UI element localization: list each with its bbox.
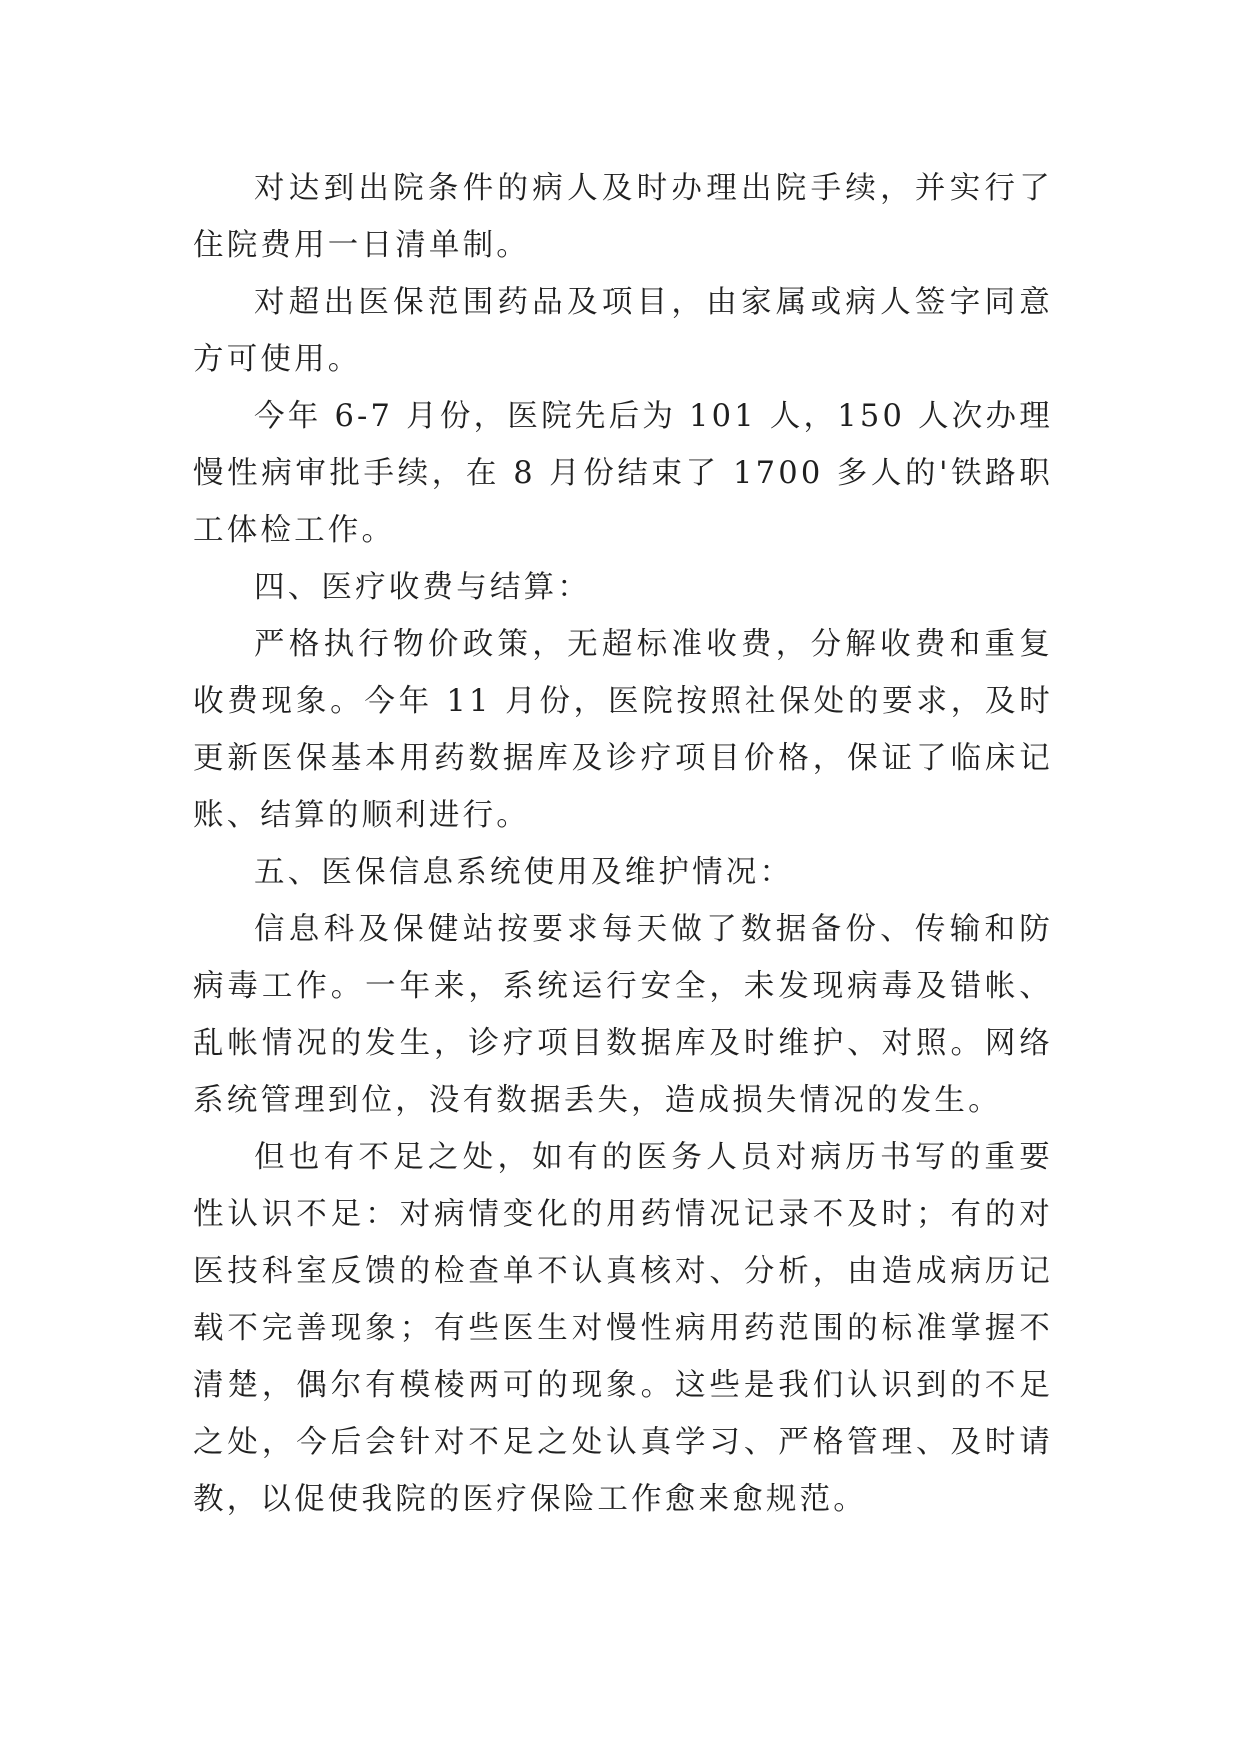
paragraph-fees: 严格执行物价政策，无超标准收费，分解收费和重复收费现象。今年 11 月份，医院按照社保处的要求，及时更新医保基本用药数据库及诊疗项目价格，保证了临床记账、结算的顺利进行。 [193, 627, 1053, 833]
document-body [193, 160, 1053, 1528]
paragraph-info-system: 信息科及保健站按要求每天做了数据备份、传输和防病毒工作。一年来，系统运行安全，未发现病毒及错帐、乱帐情况的发生，诊疗项目数据库及时维护、对照。网络系统管理到位，没有数据丢失，造成损失情况的发生。 [193, 912, 1053, 1118]
paragraph-shortcomings: 但也有不足之处，如有的医务人员对病历书写的重要性认识不足：对病情变化的用药情况记录不及时；有的对医技科室反馈的检查单不认真核对、分析，由造成病历记载不完善现象；有些医生对慢性病用药范围的标准掌握不清楚，偶尔有模棱两可的现象。这些是我们认识到的不足之处，今后会针对不足之处认真学习、严格管理、及时请教，以促使我院的医疗保险工作愈来愈规范。 [193, 1140, 1053, 1517]
section-heading-fees: 四、医疗收费与结算： [254, 570, 591, 605]
section-heading-info-system: 五、医保信息系统使用及维护情况： [254, 855, 794, 890]
paragraph-discharge: 对达到出院条件的病人及时办理出院手续，并实行了住院费用一日清单制。 [193, 171, 1053, 263]
paragraph-out-of-scope-drugs: 对超出医保范围药品及项目，由家属或病人签字同意方可使用。 [193, 285, 1053, 377]
paragraph-chronic-approval: 今年 6-7 月份，医院先后为 101 人，150 人次办理慢性病审批手续，在 8 月份结束了 1700 多人的'铁路职工体检工作。 [193, 399, 1053, 548]
